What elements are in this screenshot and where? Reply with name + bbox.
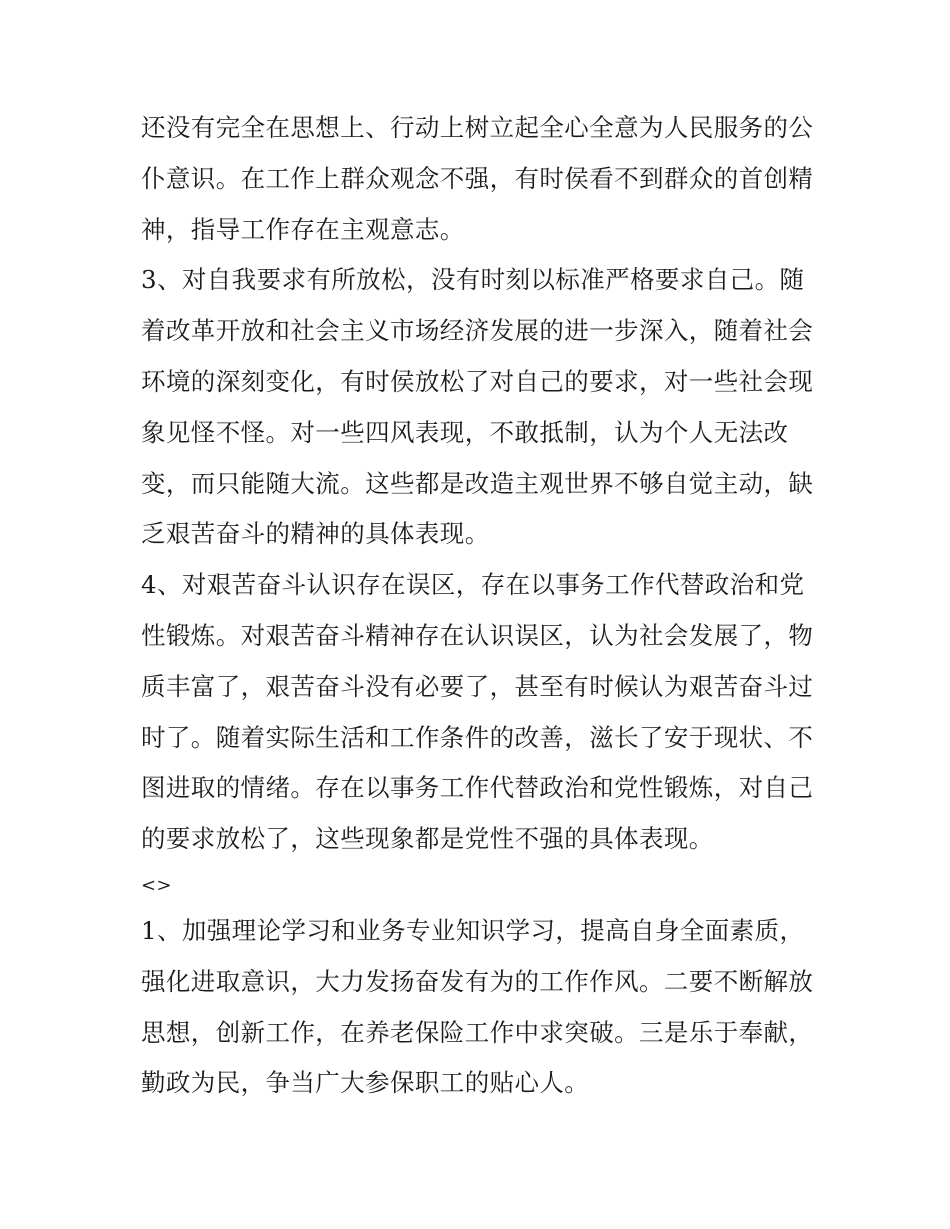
body-line: 变，而只能随大流。这些都是改造主观世界不够自觉主动，缺 [141,468,814,498]
section-marker: <> [141,874,172,896]
body-line: 图进取的情绪。存在以事务工作代替政治和党性锻炼，对自己 [141,773,814,803]
body-line: 性锻炼。对艰苦奋斗精神存在认识误区，认为社会发展了，物 [141,620,814,650]
list-item-4-line: 4、对艰苦奋斗认识存在误区，存在以事务工作代替政治和党 [141,570,805,600]
body-line: 质丰富了，艰苦奋斗没有必要了，甚至有时候认为艰苦奋斗过 [141,671,814,701]
body-line: 时了。随着实际生活和工作条件的改善，滋长了安于现状、不 [141,722,814,752]
body-line: 思想，创新工作，在养老保险工作中求突破。三是乐于奉献， [141,1017,814,1047]
body-line: 勤政为民，争当广大参保职工的贴心人。 [141,1068,590,1098]
body-line: 乏艰苦奋斗的精神的具体表现。 [141,519,490,549]
list-item-1-line: 1、加强理论学习和业务专业知识学习，提高自身全面素质， [141,915,805,945]
body-line: 着改革开放和社会主义市场经济发展的进一步深入，随着社会 [141,316,814,346]
body-line: 强化进取意识，大力发扬奋发有为的工作作风。二要不断解放 [141,966,814,996]
body-line: 的要求放松了，这些现象都是党性不强的具体表现。 [141,824,714,854]
document-body [141,103,821,1109]
list-item-3-line: 3、对自我要求有所放松，没有时刻以标准严格要求自己。随 [141,265,805,295]
body-line: 象见怪不怪。对一些四风表现，不敢抵制，认为个人无法改 [141,417,789,447]
body-line: 仆意识。在工作上群众观念不强，有时侯看不到群众的首创精 [141,163,814,193]
body-line: 还没有完全在思想上、行动上树立起全心全意为人民服务的公 [141,113,814,142]
body-line: 环境的深刻变化，有时侯放松了对自己的要求，对一些社会现 [141,366,814,396]
body-line: 神，指导工作存在主观意志。 [141,214,465,244]
